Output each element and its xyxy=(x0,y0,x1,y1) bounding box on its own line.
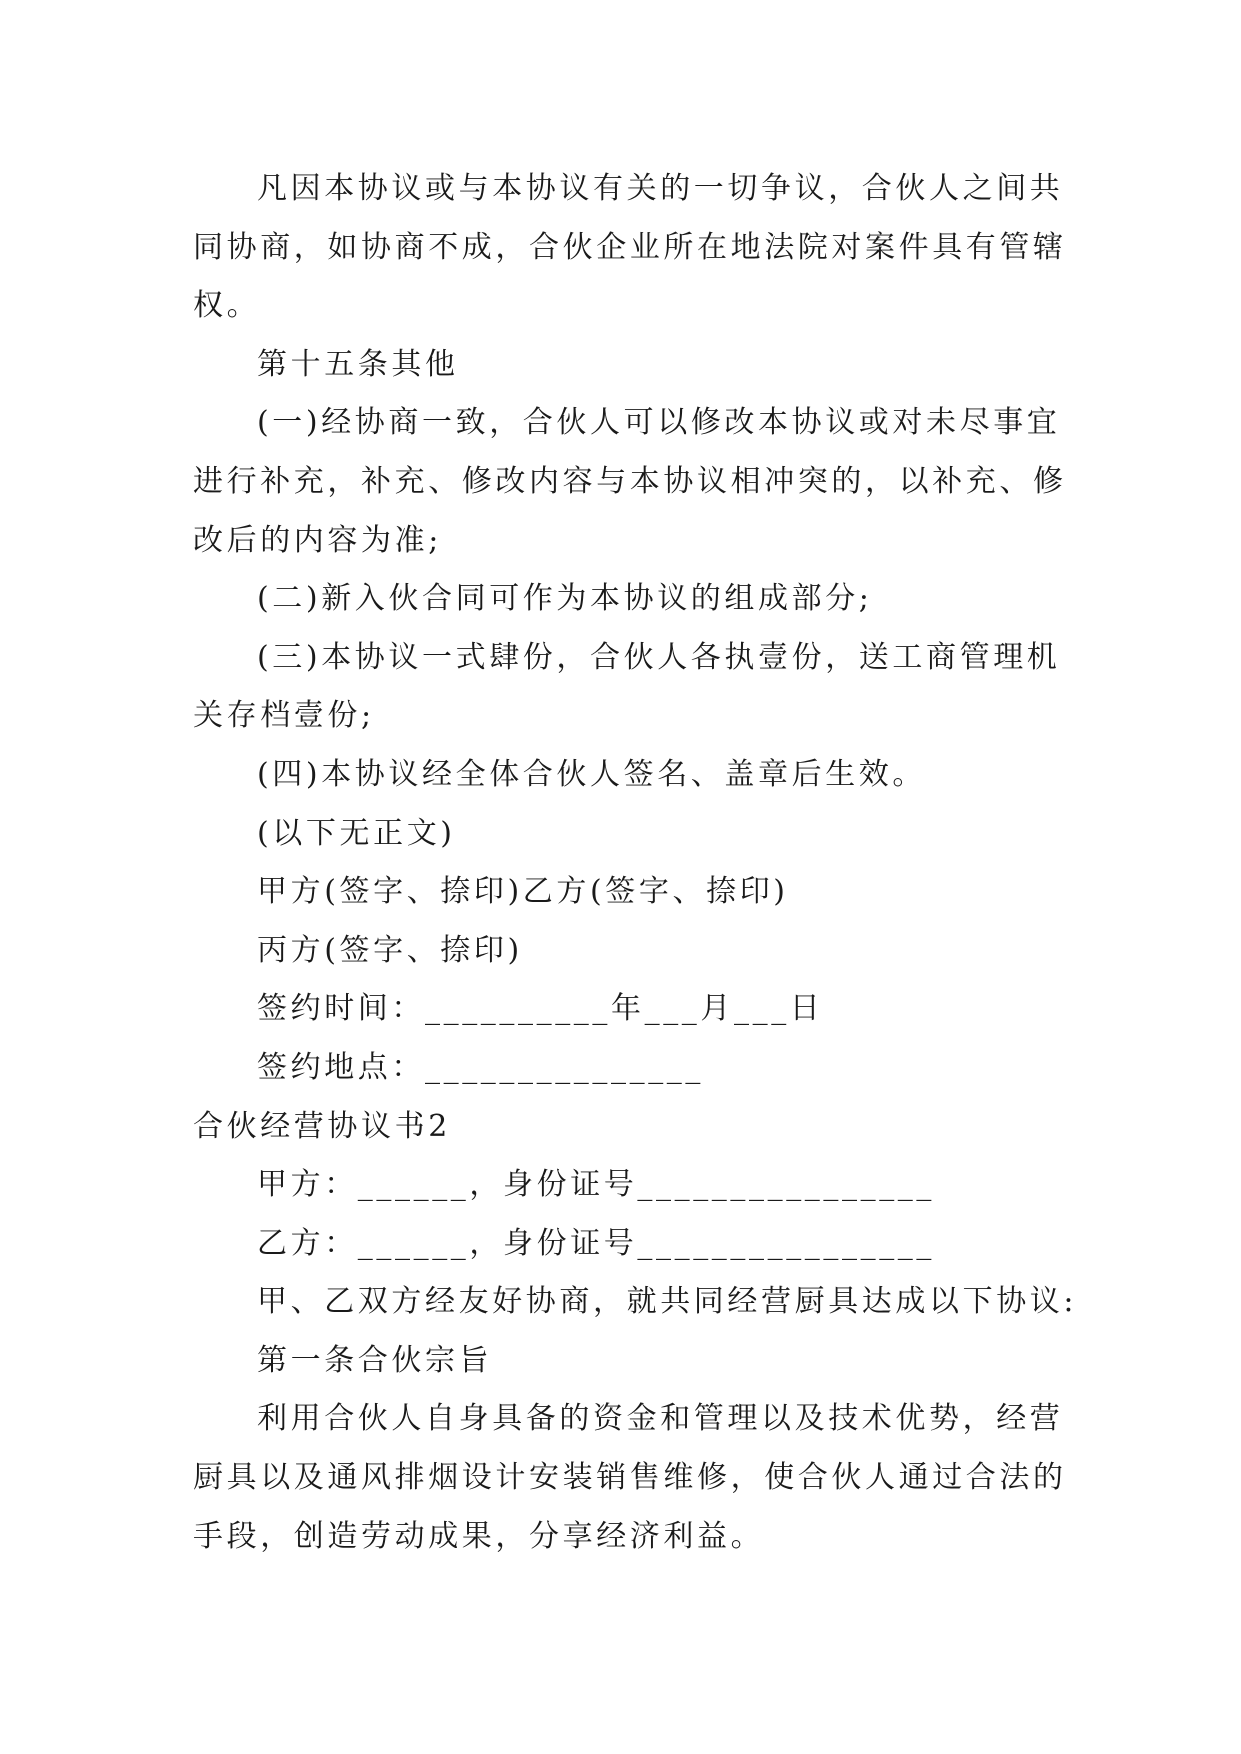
paragraph-line: 利用合伙人自身具备的资金和管理以及技术优势，经营 xyxy=(257,1401,1064,1437)
paragraph-line: (一)经协商一致，合伙人可以修改本协议或对未尽事宜 xyxy=(257,405,1061,441)
paragraph-line: (三)本协议一式肆份，合伙人各执壹份，送工商管理机 xyxy=(257,639,1061,675)
paragraph-line: 关存档壹份; xyxy=(193,698,375,734)
document-body xyxy=(193,160,1078,1566)
section-heading: 第一条合伙宗旨 xyxy=(257,1342,493,1378)
paragraph-line: 手段，创造劳动成果，分享经济利益。 xyxy=(193,1518,765,1554)
paragraph-line: 凡因本协议或与本协议有关的一切争议，合伙人之间共 xyxy=(257,171,1064,206)
paragraph-line: (四)本协议经全体合伙人签名、盖章后生效。 xyxy=(257,756,927,792)
party-b-line: 乙方：______，身份证号________________ xyxy=(257,1225,935,1261)
signing-place-line: 签约地点：_______________ xyxy=(257,1049,704,1085)
signature-line: 丙方(签字、捺印) xyxy=(257,932,523,968)
paragraph-line: (二)新入伙合同可作为本协议的组成部分; xyxy=(257,581,873,617)
paragraph-line: 权。 xyxy=(193,288,261,324)
paragraph-line: 甲、乙双方经友好协商，就共同经营厨具达成以下协议: xyxy=(257,1284,1078,1320)
paragraph-line: 改后的内容为准; xyxy=(193,522,442,558)
paragraph-line: 进行补充，补充、修改内容与本协议相冲突的，以补充、修 xyxy=(193,463,1067,499)
paragraph-line: 厨具以及通风排烟设计安装销售维修，使合伙人通过合法的 xyxy=(193,1460,1067,1496)
party-a-line: 甲方：______，身份证号________________ xyxy=(257,1167,935,1203)
paragraph-line: (以下无正文) xyxy=(257,815,456,851)
section-heading: 第十五条其他 xyxy=(257,346,459,382)
signature-line: 甲方(签字、捺印)乙方(签字、捺印) xyxy=(257,874,789,910)
document-title: 合伙经营协议书2 xyxy=(193,1108,451,1144)
signing-date-line: 签约时间：__________年___月___日 xyxy=(257,991,824,1027)
paragraph-line: 同协商，如协商不成，合伙企业所在地法院对案件具有管辖 xyxy=(193,229,1067,265)
